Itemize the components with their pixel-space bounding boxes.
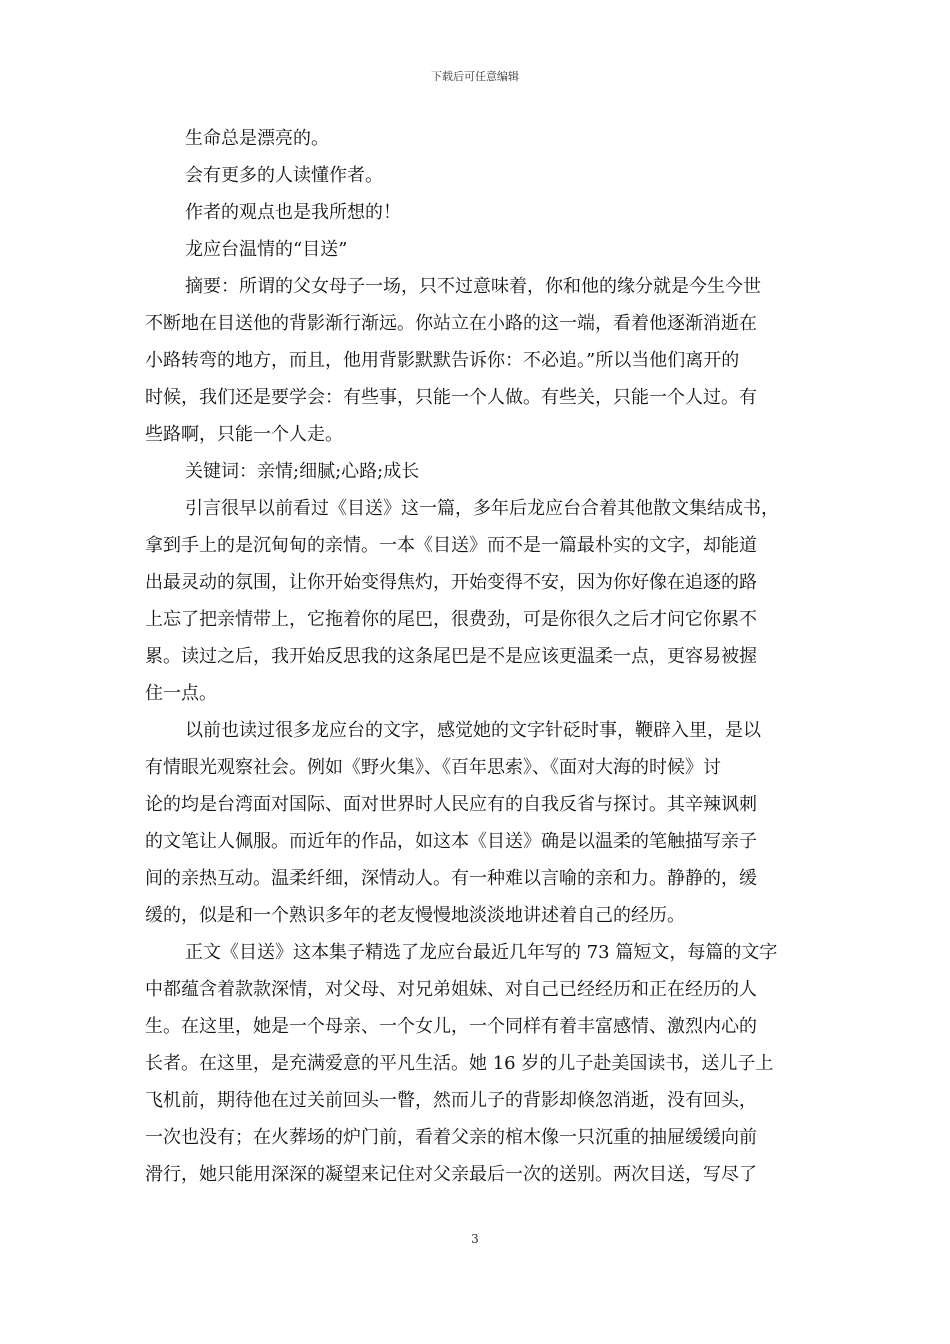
text-line: 正文《目送》这本集子精选了龙应台最近几年写的 73 篇短文，每篇的文字 [185, 942, 778, 963]
text-line: 累。读过之后，我开始反思我的这条尾巴是不是应该更温柔一点，更容易被握 [145, 646, 757, 667]
text-line: 有情眼光观察社会。例如《野火集》、《百年思索》、《面对大海的时候》讨 [145, 757, 721, 778]
text-line: 小路转弯的地方，而且，他用背影默默告诉你：不必追。”所以当他们离开的 [145, 350, 740, 371]
document-body [145, 120, 807, 1193]
text-line: 缓的，似是和一个熟识多年的老友慢慢地淡淡地讲述着自己的经历。 [145, 905, 685, 926]
text-line: 的文笔让人佩服。而近年的作品，如这本《目送》确是以温柔的笔触描写亲子 [145, 831, 757, 852]
text-line: 长者。在这里，是充满爱意的平凡生活。她 16 岁的儿子赴美国读书，送儿子上 [145, 1053, 774, 1074]
page-number: 3 [471, 1232, 479, 1246]
text-line: 拿到手上的是沉甸甸的亲情。一本《目送》而不是一篇最朴实的文字，却能道 [145, 535, 757, 556]
text-line: 作者的观点也是我所想的！ [185, 202, 401, 223]
text-line: 一次也没有；在火葬场的炉门前，看着父亲的棺木像一只沉重的抽屉缓缓向前 [145, 1127, 757, 1148]
text-line: 论的均是台湾面对国际、面对世界时人民应有的自我反省与探讨。其辛辣讽刺 [145, 794, 757, 815]
text-line: 出最灵动的氛围，让你开始变得焦灼，开始变得不安，因为你好像在追逐的路 [145, 572, 757, 593]
text-line: 关键词：亲情;细腻;心路;成长 [185, 461, 420, 482]
text-line: 飞机前，期待他在过关前回头一瞥，然而儿子的背影却倏忽消逝，没有回头， [145, 1090, 757, 1111]
text-line: 不断地在目送他的背影渐行渐远。你站立在小路的这一端，看着他逐渐消逝在 [145, 313, 757, 334]
text-line: 引言很早以前看过《目送》这一篇，多年后龙应台合着其他散文集结成书， [185, 498, 779, 519]
text-line: 滑行，她只能用深深的凝望来记住对父亲最后一次的送别。两次目送，写尽了 [145, 1164, 757, 1185]
text-line: 中都蕴含着款款深情，对父母、对兄弟姐妹、对自己已经经历和正在经历的人 [145, 979, 757, 1000]
text-line: 间的亲热互动。温柔纤细，深情动人。有一种难以言喻的亲和力。静静的，缓 [145, 868, 757, 889]
text-line: 生。在这里，她是一个母亲、一个女儿，一个同样有着丰富感情、激烈内心的 [145, 1016, 757, 1037]
text-line: 时候，我们还是要学会：有些事，只能一个人做。有些关，只能一个人过。有 [145, 387, 757, 408]
text-line: 生命总是漂亮的。 [185, 128, 329, 149]
text-line: 住一点。 [145, 683, 217, 704]
page-header: 下载后可任意编辑 [431, 70, 519, 83]
text-line: 以前也读过很多龙应台的文字，感觉她的文字针砭时事，鞭辟入里，是以 [185, 720, 761, 741]
text-line: 会有更多的人读懂作者。 [185, 165, 383, 186]
text-line: 上忘了把亲情带上，它拖着你的尾巴，很费劲，可是你很久之后才问它你累不 [145, 609, 757, 630]
text-line: 些路啊，只能一个人走。 [145, 424, 343, 445]
text-line: 摘要：所谓的父女母子一场，只不过意味着，你和他的缘分就是今生今世 [185, 276, 761, 297]
text-line: 龙应台温情的“目送” [185, 239, 348, 260]
